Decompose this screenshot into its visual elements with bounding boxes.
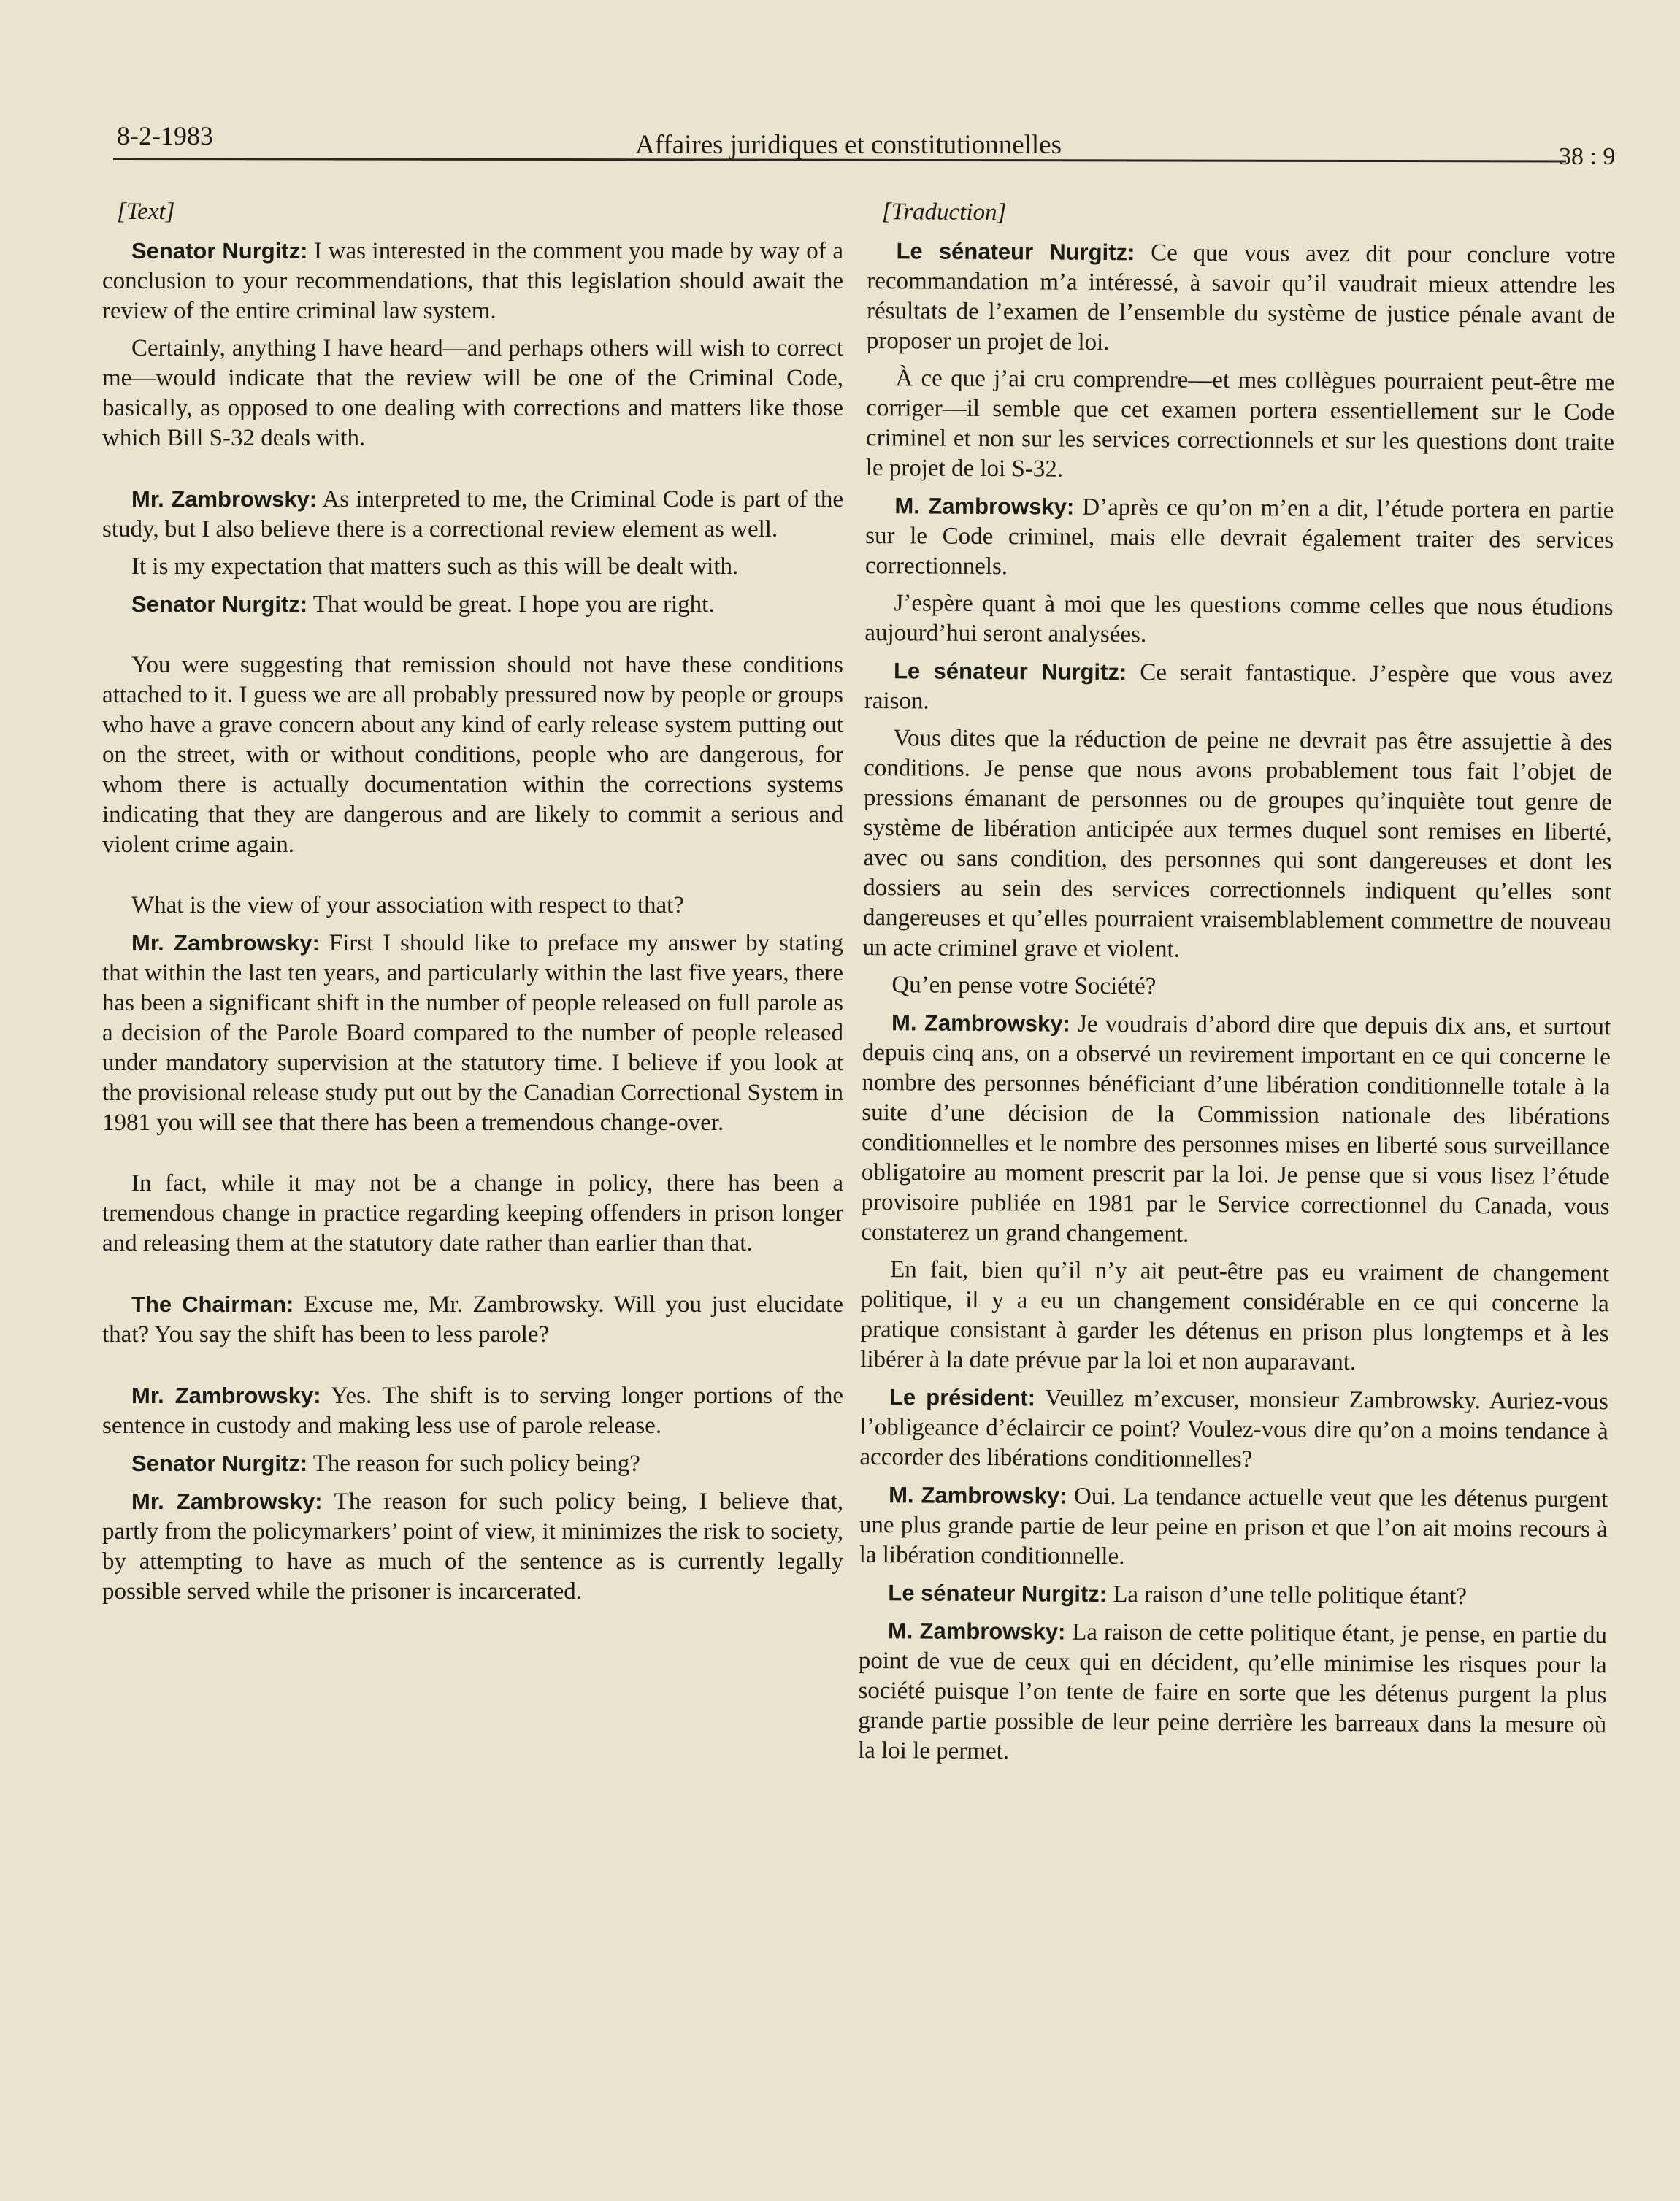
speaker: Le président: <box>889 1384 1036 1411</box>
paragraph <box>867 236 1616 361</box>
speaker: Senator Nurgitz: <box>131 591 308 617</box>
paragraph <box>102 484 843 545</box>
english-column <box>102 197 843 1614</box>
paragraph-text: In fact, while it may not be a change in policy, there has been a tremendous change in practice regarding keeping offenders in prison longer and releasing them at the statutory date rather than earlier than that. <box>102 1170 843 1256</box>
paragraph <box>861 1007 1611 1252</box>
paragraph-text: À ce que j’ai cru comprendre—et mes collègues pourraient peut-être me corriger—il semble que cet examen portera essentiellement sur le Code criminel et non sur les services correctionnels et sur les questions dont traite le projet de loi S-32. <box>865 365 1615 483</box>
paragraph <box>859 1578 1607 1613</box>
speaker: Le sénateur Nurgitz: <box>888 1580 1108 1607</box>
paragraph <box>102 928 843 1138</box>
paragraph-text: Ce serait fantastique. J’espère que vous avez raison. <box>864 659 1614 715</box>
paragraph-text: Qu’en pense votre Société? <box>891 972 1157 1000</box>
paragraph-text: Veuillez m’excuser, monsieur Zambrowsky. Auriez-vous l’obligeance d’éclaircir ce point? Voulez-vous dire qu’on a moins tendance à accorder des libérations conditionnelles? <box>859 1385 1609 1473</box>
text-tag: [Text] <box>117 199 175 225</box>
speaker: Le sénateur Nurgitz: <box>896 238 1135 266</box>
paragraph <box>102 1289 843 1350</box>
speaker: Mr. Zambrowsky: <box>131 486 318 512</box>
speaker: M. Zambrowsky: <box>894 493 1075 520</box>
header-date: 8-2-1983 <box>117 121 213 150</box>
paragraph <box>102 1380 843 1441</box>
speaker: M. Zambrowsky: <box>891 1010 1070 1037</box>
paragraph <box>102 1486 843 1607</box>
paragraph-text: Yes. The shift is to serving longer portions of the sentence in custody and making less use of parole release. <box>102 1383 843 1439</box>
speaker: Senator Nurgitz: <box>131 238 308 264</box>
speaker: Mr. Zambrowsky: <box>131 1383 321 1408</box>
speaker: The Chairman: <box>131 1291 294 1317</box>
paragraph-text: J’espère quant à moi que les questions comme celles que nous étudions aujourd’hui seront analysées. <box>864 590 1614 648</box>
paragraph <box>858 1616 1607 1770</box>
speaker: M. Zambrowsky: <box>889 1482 1067 1509</box>
paragraph <box>863 723 1613 967</box>
paragraph <box>859 1480 1608 1575</box>
paragraph <box>866 364 1615 488</box>
speaker: Mr. Zambrowsky: <box>131 1489 323 1514</box>
speaker: Senator Nurgitz: <box>131 1451 308 1476</box>
paragraph <box>102 1448 843 1479</box>
paragraph-text: First I should like to preface my answer by stating that within the last ten years, and particularly within the last five years, there has been a significant shift in the number of people released on full parole as a decision of the Parole Board compared to the number of people released under mandatory supervision at the statutory time. I believe if you look at the provisional release study put out by the Canadian Correctional System in 1981 you will see that there has been a tremendous change-over. <box>102 930 843 1136</box>
paragraph-text: That would be great. I hope you are right. <box>307 591 715 618</box>
paragraph-text: The reason for such policy being, I believe that, partly from the policymarkers’ point of view, it minimizes the risk to society, by attempting to have as much of the sentence as is currently legally possible served while the prisoner is incarcerated. <box>102 1489 843 1605</box>
traduction-tag: [Traduction] <box>881 199 1007 226</box>
header-page-number: 38 : 9 <box>1559 143 1616 170</box>
paragraph-text: Je voudrais d’abord dire que depuis dix ans, et surtout depuis cinq ans, on a observé un revirement important en ce qui concerne le nombre des personnes bénéficiant d’une libération conditionnelle totale à la suite d’une décision de la Commission nationale des libérations conditionnelles et le nombre des personnes mises en liberté sous surveillance obligatoire au moment prescrit par la loi. Je pense que si vous lisez l’étude provisoire publiée en 1981 par le Service correctionnel du Canada, vous constaterez un grand changement. <box>861 1010 1611 1248</box>
paragraph <box>102 552 843 582</box>
paragraph-text: What is the view of your association with respect to that? <box>131 892 684 918</box>
paragraph-text: Excuse me, Mr. Zambrowsky. Will you just elucidate that? You say the shift has been to less parole? <box>102 1291 843 1348</box>
paragraph-text: I was interested in the comment you made by way of a conclusion to your recommendations, that this legislation should await the review of the entire criminal law system. <box>102 238 843 324</box>
paragraph-text: The reason for such policy being? <box>307 1451 640 1477</box>
paragraph <box>102 650 843 860</box>
french-column <box>858 197 1616 1778</box>
speaker: M. Zambrowsky: <box>887 1618 1066 1645</box>
header-title: Affaires juridiques et constitutionnelles <box>635 130 1062 160</box>
paragraph-text: La raison d’une telle politique étant? <box>1106 1581 1468 1610</box>
paragraph <box>102 236 843 326</box>
paragraph <box>859 1382 1608 1477</box>
paragraph <box>864 588 1613 653</box>
paragraph-text: Ce que vous avez dit pour conclure votre recommandation m’a intéressé, à savoir qu’il vaudrait mieux attendre les résultats de l’examen de l’ensemble du système de justice pénale avant de proposer un projet de loi. <box>866 239 1616 356</box>
paragraph-text: Certainly, anything I have heard—and perhaps others will wish to correct me—would indicate that the review will be one of the Criminal Code, basically, as opposed to one dealing with corrections and matters like those which Bill S-32 deals with. <box>102 335 843 451</box>
paragraph-text: Oui. La tendance actuelle veut que les détenus purgent une plus grande partie de leur peine en prison et que l’on ait moins recours à la libération conditionnelle. <box>859 1483 1608 1570</box>
paragraph-text: As interpreted to me, the Criminal Code is part of the study, but I also believe there is a correctional review element as well. <box>102 486 843 542</box>
paragraph <box>865 491 1614 585</box>
speaker: Le sénateur Nurgitz: <box>893 658 1127 685</box>
paragraph-text: You were suggesting that remission should not have these conditions attached to it. I guess we are all probably pressured now by people or groups who have a grave concern about any kind of early release system putting out on the street, with or without conditions, people who are dangerous, for whom there is actually documentation within the corrections systems indicating that they are dangerous and are likely to commit a serious and violent crime again. <box>102 652 843 858</box>
speaker: Mr. Zambrowsky: <box>131 930 320 956</box>
paragraph <box>864 656 1613 721</box>
paragraph-text: D’après ce qu’on m’en a dit, l’étude portera en partie sur le Code criminel, mais elle devrait également traiter des services correctionnels. <box>864 493 1614 580</box>
paragraph <box>860 1255 1609 1379</box>
paragraph-text: La raison de cette politique étant, je pense, en partie du point de vue de ceux qui en décident, qu’elle minimise les risques pour la société puisque l’on tente de faire en sorte que les détenus purgent la plus grande partie possible de leur peine derrière les barreaux dans la mesure où la loi le permet. <box>857 1618 1608 1765</box>
paragraph <box>862 970 1611 1005</box>
paragraph <box>102 334 843 453</box>
paragraph-text: It is my expectation that matters such as this will be dealt with. <box>131 553 739 580</box>
paragraph-text: En fait, bien qu’il n’y ait peut-être pas eu vraiment de changement politique, il y a eu un changement considérable en ce qui concerne la pratique consistant à garder les détenus en prison plus longtemps et à les libérer à la date prévue par la loi et non auparavant. <box>860 1256 1610 1376</box>
paragraph-text: Vous dites que la réduction de peine ne devrait pas être assujettie à des conditions. Je pense que nous avons probablement tous fait l’objet de pressions émanant de personnes ou de groupes qu’inquiète tout genre de système de libération anticipée aux termes duquel sont remises en liberté, avec ou sans condition, des personnes qui sont dangereuses et dont les dossiers au sein des services correctionnels indiquent qu’elles sont dangereuses et qu’elles pourraient vraisemblablement commettre de nouveau un acte criminel grave et violent. <box>862 725 1613 963</box>
header-rule <box>113 158 1566 162</box>
paragraph <box>102 1169 843 1259</box>
paragraph <box>102 891 843 921</box>
paragraph <box>102 589 843 620</box>
